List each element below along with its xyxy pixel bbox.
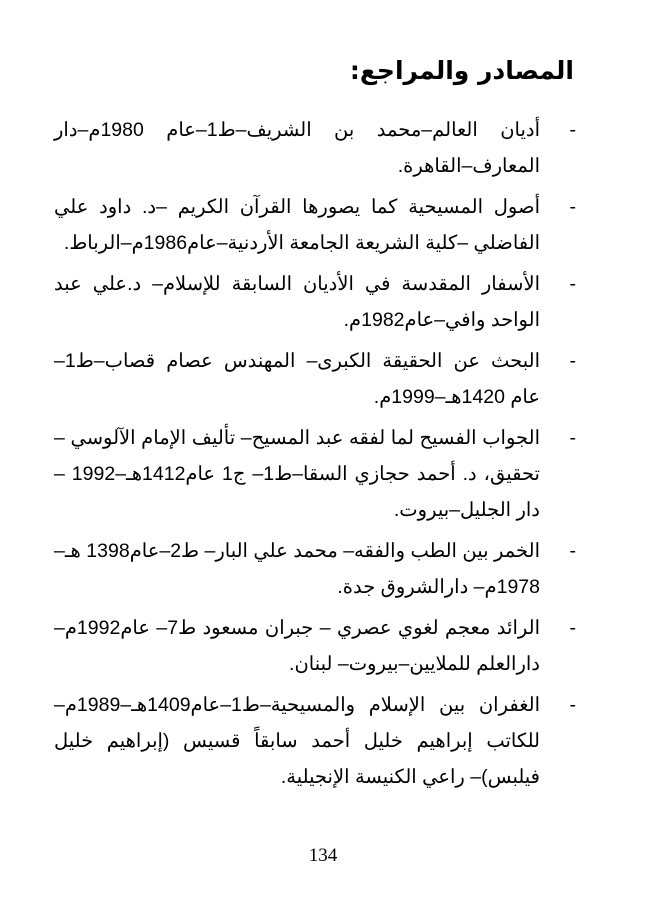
reference-item: - الجواب الفسيح لما لفقه عبد المسيح– تأليف الإمام الآلوسي – تحقيق، د. أحمد حجازي السقا–ط1– ج1 عام1412هـ–1992 –دار الجليل–بيروت. — [54, 420, 576, 528]
reference-item: - أديان العالم–محمد بن الشريف–ط1–عام 1980م–دار المعارف–القاهرة. — [54, 112, 576, 184]
reference-item: - الرائد معجم لغوي عصري – جبران مسعود ط7– عام1992م– دارالعلم للملايين–بيروت– لبنان. — [54, 610, 576, 682]
references-list — [54, 112, 576, 800]
reference-item: - أصول المسيحية كما يصورها القرآن الكريم –د. داود علي الفاضلي –كلية الشريعة الجامعة الأردنية–عام1986م–الرباط. — [54, 189, 576, 261]
reference-item: - الغفران بين الإسلام والمسيحية–ط1–عام1409هـ–1989م– للكاتب إبراهيم خليل أحمد سابقاً قسيس (إبراهيم خليل فيلبس)– راعي الكنيسة الإنجيلية. — [54, 687, 576, 795]
reference-item: - البحث عن الحقيقة الكبرى– المهندس عصام قصاب–ط1– عام 1420هـ–1999م. — [54, 343, 576, 415]
section-heading: المصادر والمراجع: — [349, 56, 574, 85]
reference-item: - الأسفار المقدسة في الأديان السابقة للإسلام– د.علي عبد الواحد وافي–عام1982م. — [54, 266, 576, 338]
reference-item: - الخمر بين الطب والفقه– محمد علي البار– ط2–عام1398 هـ–1978م– دارالشروق جدة. — [54, 533, 576, 605]
page-number: 134 — [308, 845, 338, 866]
